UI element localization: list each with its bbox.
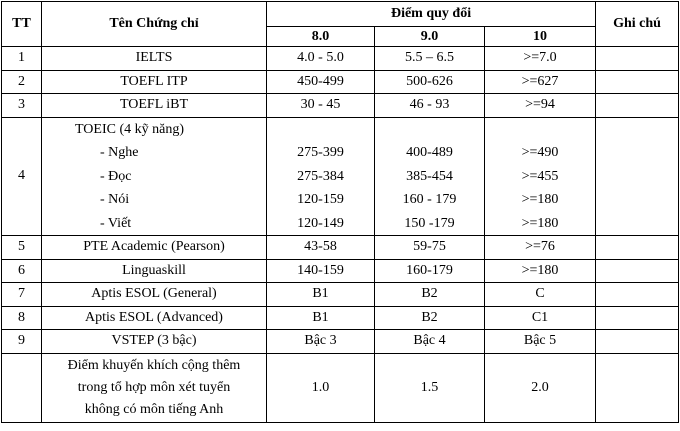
- toeic-score: >=490: [521, 145, 559, 160]
- table-row: [2, 283, 679, 307]
- score-10: C: [485, 283, 596, 307]
- score-8: B1: [267, 283, 375, 307]
- toeic-score: 120-159: [297, 192, 344, 207]
- score-8: 30 - 45: [267, 94, 375, 118]
- certificate-name: PTE Academic (Pearson): [42, 236, 267, 260]
- table-row: [2, 94, 679, 118]
- certificate-name: VSTEP (3 bậc): [42, 330, 267, 354]
- score-9: 500-626: [375, 70, 485, 94]
- score-10: >=180: [485, 259, 596, 283]
- score-10: >=7.0: [485, 47, 596, 71]
- row-number: 7: [2, 283, 42, 307]
- note-cell: [596, 353, 679, 422]
- toeic-skill: - Nghe: [100, 145, 139, 160]
- score-9: [375, 117, 485, 236]
- row-number: 8: [2, 306, 42, 330]
- toeic-score: 160 - 179: [402, 192, 457, 207]
- row-number: [2, 353, 42, 422]
- certificate-name: Aptis ESOL (General): [42, 283, 267, 307]
- score-8: 140-159: [267, 259, 375, 283]
- note-cell: [596, 117, 679, 236]
- toeic-score: >=180: [521, 192, 559, 207]
- toeic-score: 275-399: [297, 145, 344, 160]
- note-cell: [596, 236, 679, 260]
- toeic-score: >=455: [521, 168, 559, 184]
- certificate-name: IELTS: [42, 47, 267, 71]
- bonus-line: không có môn tiếng Anh: [84, 401, 224, 417]
- score-8: 4.0 - 5.0: [267, 47, 375, 71]
- conversion-table: [1, 1, 679, 423]
- score-9: B2: [375, 306, 485, 330]
- score-9: 1.5: [375, 353, 485, 422]
- score-10: C1: [485, 306, 596, 330]
- score-9: B2: [375, 283, 485, 307]
- score-9: Bậc 4: [375, 330, 485, 354]
- note-cell: [596, 94, 679, 118]
- toeic-score: 275-384: [297, 168, 344, 184]
- row-number: 3: [2, 94, 42, 118]
- table-row: [2, 306, 679, 330]
- score-9: 59-75: [375, 236, 485, 260]
- score-10: [485, 117, 596, 236]
- toeic-skill: - Đọc: [100, 168, 132, 184]
- table-row: [2, 330, 679, 354]
- table-row: [2, 259, 679, 283]
- bonus-description: [42, 353, 267, 422]
- header-score-10: 10: [485, 27, 596, 47]
- toeic-skill: - Viết: [100, 215, 132, 231]
- score-10: >=76: [485, 236, 596, 260]
- score-8: [267, 117, 375, 236]
- certificate-name: TOEFL ITP: [42, 70, 267, 94]
- score-8: 450-499: [267, 70, 375, 94]
- note-cell: [596, 259, 679, 283]
- score-10: >=627: [485, 70, 596, 94]
- toeic-skill: - Nói: [100, 192, 130, 207]
- score-10: >=94: [485, 94, 596, 118]
- score-9: 5.5 – 6.5: [375, 47, 485, 71]
- table-row: [2, 70, 679, 94]
- row-number: 9: [2, 330, 42, 354]
- bonus-line: Điểm khuyến khích cộng thêm: [67, 357, 241, 373]
- row-number: 1: [2, 47, 42, 71]
- score-10: 2.0: [485, 353, 596, 422]
- score-8: Bậc 3: [267, 330, 375, 354]
- certificate-name: [42, 117, 267, 236]
- bonus-line: trong tổ hợp môn xét tuyển: [77, 379, 231, 395]
- row-number: 2: [2, 70, 42, 94]
- row-number: 5: [2, 236, 42, 260]
- table-row: [2, 47, 679, 71]
- header-score-9: 9.0: [375, 27, 485, 47]
- score-9: 160-179: [375, 259, 485, 283]
- toeic-title: TOEIC (4 kỹ năng): [75, 121, 184, 137]
- toeic-score: 120-149: [297, 215, 344, 231]
- toeic-score: >=180: [521, 215, 559, 231]
- note-cell: [596, 70, 679, 94]
- note-cell: [596, 47, 679, 71]
- certificate-name: Aptis ESOL (Advanced): [42, 306, 267, 330]
- score-8: 43-58: [267, 236, 375, 260]
- header-note: Ghi chú: [596, 2, 679, 47]
- header-certificate-name: Tên Chứng chỉ: [42, 2, 267, 47]
- toeic-score: 385-454: [406, 168, 453, 184]
- header-tt: TT: [2, 2, 42, 47]
- score-8: 1.0: [267, 353, 375, 422]
- header-score-8: 8.0: [267, 27, 375, 47]
- table-row: [2, 236, 679, 260]
- header-converted-score: Điểm quy đổi: [267, 2, 596, 27]
- score-10: Bậc 5: [485, 330, 596, 354]
- note-cell: [596, 330, 679, 354]
- row-number: 4: [2, 117, 42, 236]
- header-row: [2, 2, 679, 27]
- certificate-name: TOEFL iBT: [42, 94, 267, 118]
- toeic-score: 150 -179: [404, 215, 455, 231]
- note-cell: [596, 306, 679, 330]
- score-9: 46 - 93: [375, 94, 485, 118]
- row-number: 6: [2, 259, 42, 283]
- table-row-bonus: [2, 353, 679, 422]
- table-row-toeic: [2, 117, 679, 236]
- toeic-score: 400-489: [406, 145, 453, 160]
- certificate-name: Linguaskill: [42, 259, 267, 283]
- note-cell: [596, 283, 679, 307]
- score-8: B1: [267, 306, 375, 330]
